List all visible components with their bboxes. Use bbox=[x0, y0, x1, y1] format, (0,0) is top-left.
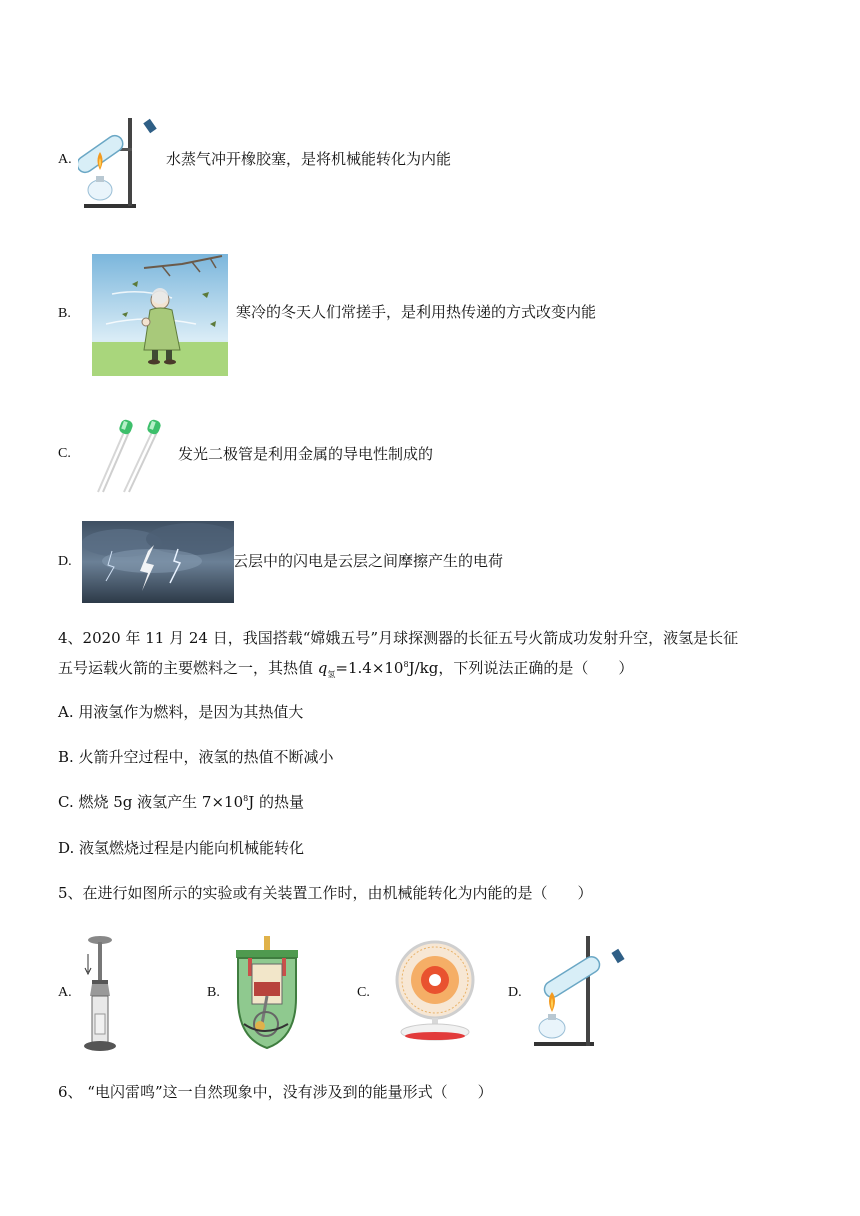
q4-stem-line1: 4、2020 年 11 月 24 日，我国搭载“嫦娥五号”月球探测器的长征五号火箭成功发射升空，液氢是长征 bbox=[58, 629, 739, 647]
q3-option-c-letter: C. bbox=[58, 446, 71, 461]
q5-option-c-image bbox=[392, 936, 478, 1046]
q4-option-b: B. 火箭升空过程中，液氢的热值不断减小 bbox=[58, 748, 334, 766]
q4-stem-text: 五号运载火箭的主要燃料之一，其热值 bbox=[58, 659, 318, 677]
q5-option-c-letter: C. bbox=[357, 985, 370, 1000]
q4-q-symbol: q bbox=[317, 659, 328, 677]
q3-option-c-text: 发光二极管是利用金属的导电性制成的 bbox=[178, 445, 434, 463]
q4-stem-line2 bbox=[58, 659, 633, 680]
q4-option-a: A. 用液氢作为燃料，是因为其热值大 bbox=[58, 703, 304, 721]
q4-option-d: D. 液氢燃烧过程是内能向机械能转化 bbox=[58, 839, 305, 857]
q3-option-d-letter: D. bbox=[58, 554, 72, 569]
q3-option-a-letter: A. bbox=[58, 152, 72, 167]
q3-option-b-text: 寒冷的冬天人们常搓手，是利用热传递的方式改变内能 bbox=[236, 303, 597, 321]
q4-option-c-exponent: 8 bbox=[243, 794, 249, 803]
q4-q-subscript: 氢 bbox=[327, 670, 336, 679]
q5-stem: 5、在进行如图所示的实验或有关装置工作时，由机械能转化为内能的是（ ） bbox=[58, 884, 593, 902]
q4-option-c-suffix: J 的热量 bbox=[248, 793, 305, 811]
q5-option-d-letter: D. bbox=[508, 985, 522, 1000]
q5-option-b-letter: B. bbox=[207, 985, 220, 1000]
q5-option-b-image bbox=[232, 934, 302, 1052]
q3-option-d-image bbox=[82, 521, 234, 603]
q6-stem: 6、 “电闪雷鸣”这一自然现象中，没有涉及到的能量形式（ ） bbox=[58, 1083, 493, 1101]
q3-option-b-image bbox=[92, 254, 228, 376]
q4-value-exponent: 8 bbox=[403, 660, 409, 669]
q4-option-c-prefix: C. 燃烧 5g 液氢产生 7×10 bbox=[58, 793, 244, 811]
q3-option-c-image bbox=[90, 418, 170, 494]
q3-option-d-text: 云层中的闪电是云层之间摩擦产生的电荷 bbox=[233, 552, 504, 570]
q3-option-b-letter: B. bbox=[58, 306, 71, 321]
q5-option-d-image bbox=[530, 936, 630, 1050]
q4-value-prefix: =1.4×10 bbox=[335, 659, 404, 677]
q3-option-a-image bbox=[78, 112, 168, 212]
q5-option-a-letter: A. bbox=[58, 985, 72, 1000]
q5-option-a-image bbox=[78, 934, 122, 1052]
q3-option-a-text: 水蒸气冲开橡胶塞，是将机械能转化为内能 bbox=[166, 150, 452, 168]
q4-value-suffix: J/kg，下列说法正确的是（ ） bbox=[408, 659, 634, 677]
q4-option-c bbox=[58, 793, 304, 811]
